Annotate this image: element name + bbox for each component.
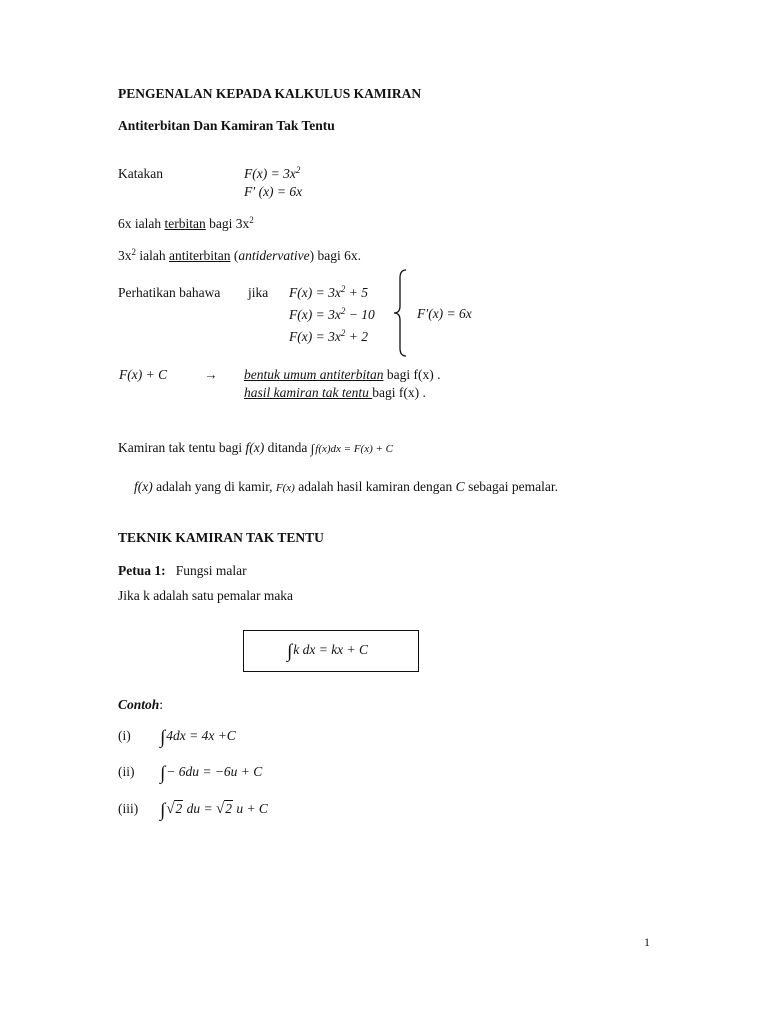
section-heading: TEKNIK KAMIRAN TAK TENTU [118,530,324,545]
jika-label: jika [248,285,269,300]
document-title: PENGENALAN KEPADA KALKULUS KAMIRAN [118,86,422,101]
general-form-line2: hasil kamiran tak tentu bagi f(x) . [244,385,426,400]
integral-icon: ∫ [310,441,315,456]
equation-1: $F(x) = 3x^2 + 5$ [289,284,368,300]
page-number: 1 [644,935,650,949]
curly-brace-icon [392,268,410,358]
sqrt-icon: √2 [215,801,232,817]
integrand-explanation: f(x) adalah yang di kamir, F(x) adalah hasil kamiran dengan C sebagai pemalar. [134,479,559,494]
examples-heading: Contoh: [118,697,164,712]
katakan-derivative: F′ (x) = 6x [244,184,303,199]
terbitan-statement: 6x ialah terbitan bagi $3x^2$ [118,215,254,231]
arrow-icon: → [204,367,218,382]
antiterbitan-statement: $3x^2$ ialah antiterbitan (antidervative) bagi 6x. [118,247,361,263]
katakan-label: Katakan [118,166,163,181]
boxed-formula: ∫k dx = kx + C [287,641,369,662]
example-3-expression: ∫√2 du = √2 u + C [160,800,268,821]
example-3-number: (iii) [118,801,139,816]
derivative-result: F′(x) = 6x [417,306,472,321]
integral-icon: ∫ [160,727,166,748]
equation-2: $F(x) = 3x^2 - 10$ [289,306,375,322]
integral-icon: ∫ [287,641,293,662]
equation-3: $F(x) = 3x^2 + 2$ [289,328,368,344]
perhatikan-label: Perhatikan bahawa [118,285,221,300]
general-form-lhs: F(x) + C [119,367,168,382]
katakan-function: $F(x) = 3x^2$ [244,165,301,181]
example-1-expression: ∫4dx = 4x +C [160,727,236,748]
general-form-line1: bentuk umum antiterbitan bagi f(x) . [244,367,441,382]
example-1-number: (i) [118,728,131,743]
example-2-number: (ii) [118,764,135,779]
sqrt-icon: √2 [166,801,183,817]
section-subtitle: Antiterbitan Dan Kamiran Tak Tentu [118,118,335,133]
integral-icon: ∫ [160,800,166,821]
example-2-expression: ∫− 6du = −6u + C [160,763,263,784]
rule-heading: Petua 1: Fungsi malar [118,563,247,578]
kamiran-notation: Kamiran tak tentu bagi f(x) ditanda ∫f(x)dx = F(x) + C [118,440,394,456]
integral-icon: ∫ [160,763,166,784]
rule-statement: Jika k adalah satu pemalar maka [118,588,294,603]
